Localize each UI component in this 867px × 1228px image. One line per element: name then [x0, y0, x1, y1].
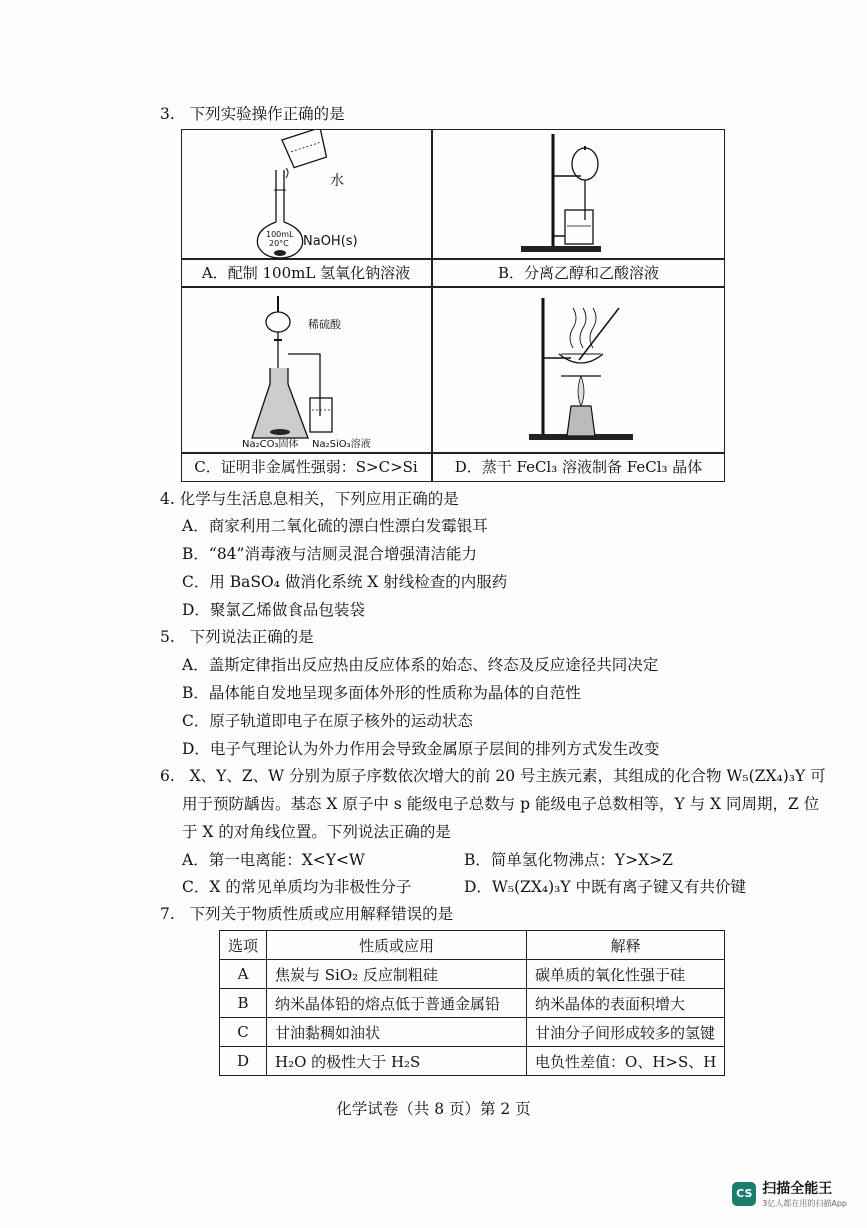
grid-divider-a-caption	[182, 258, 724, 260]
q4-option-a: A．商家利用二氧化硫的漂白性漂白发霉银耳	[182, 517, 488, 535]
table-row	[220, 1018, 725, 1047]
q4-stem-text: 化学与生活息息相关，下列应用正确的是	[179, 490, 459, 508]
table-cell: 甘油黏稠如油状	[267, 1018, 527, 1047]
label-flask-temp: 20°C	[269, 239, 289, 248]
table-header-property: 性质或应用	[267, 931, 527, 960]
q6-stem-line-3: 于 X 的对角线位置。下列说法正确的是	[182, 823, 451, 841]
q3-stem	[160, 104, 345, 124]
scanner-watermark	[732, 1178, 847, 1209]
watermark-text	[762, 1178, 847, 1209]
q7-number: 7.	[160, 905, 175, 923]
table-header-row	[220, 931, 725, 960]
cell-b-figure	[433, 130, 724, 258]
page-footer: 化学试卷（共 8 页）第 2 页	[336, 1100, 531, 1118]
q4-option-d: D．聚氯乙烯做食品包装袋	[182, 601, 365, 619]
q5-number: 5.	[160, 628, 175, 646]
q5-option-a: A．盖斯定律指出反应热由反应体系的始态、终态及反应途径共同决定	[182, 656, 659, 674]
table-row	[220, 989, 725, 1018]
q6-option-a: A．第一电离能：X<Y<W	[182, 851, 365, 869]
label-na2co3-solid: Na₂CO₃固体	[242, 439, 299, 450]
q5-option-b: B．晶体能自发地呈现多面体外形的性质称为晶体的自范性	[182, 684, 581, 702]
cell-d-figure	[433, 288, 724, 452]
table-cell: A	[220, 960, 267, 989]
q7-stem-text: 下列关于物质性质或应用解释错误的是	[189, 905, 454, 923]
cell-a-caption: A．配制 100mL 氢氧化钠溶液	[201, 264, 411, 282]
q5-option-d: D．电子气理论认为外力作用会导致金属原子层间的排列方式发生改变	[182, 740, 660, 758]
table-cell: D	[220, 1047, 267, 1076]
label-na2sio3-solution: Na₂SiO₃溶液	[312, 439, 371, 450]
table-header-explanation: 解释	[527, 931, 725, 960]
label-flask-volume: 100mL	[266, 230, 294, 239]
q6-stem-line-2: 用于预防龋齿。基态 X 原子中 s 能级电子总数与 p 能级电子总数相等，Y 与 X 同周期，Z 位	[182, 795, 820, 813]
table-cell: 电负性差值：O、H>S、H	[527, 1047, 725, 1076]
q4-option-b: B．“84”消毒液与洁厕灵混合增强清洁能力	[182, 545, 477, 563]
table-cell: 碳单质的氧化性强于硅	[527, 960, 725, 989]
separatory-funnel-figure	[433, 130, 724, 258]
cell-c-caption: C．证明非金属性强弱：S>C>Si	[194, 458, 418, 476]
table-cell: 纳米晶体的表面积增大	[527, 989, 725, 1018]
q6-stem-text-1: X、Y、Z、W 分别为原子序数依次增大的前 20 号主族元素，其组成的化合物 W₅(ZX₄)₃Y 可	[189, 767, 826, 785]
table-cell: B	[220, 989, 267, 1018]
grid-divider-c-caption	[182, 452, 724, 454]
q4-number: 4.	[160, 490, 175, 508]
evaporating-dish-figure	[433, 288, 724, 452]
cell-c-figure	[182, 288, 431, 452]
q4-option-c: C．用 BaSO₄ 做消化系统 X 射线检查的内服药	[182, 573, 508, 591]
q6-option-b: B．简单氢化物沸点：Y>X>Z	[464, 851, 673, 869]
cell-d-caption: D．蒸干 FeCl₃ 溶液制备 FeCl₃ 晶体	[454, 458, 703, 476]
label-dilute-sulfuric-acid: 稀硫酸	[308, 318, 341, 331]
label-naoh: NaOH(s)	[303, 234, 358, 249]
table-cell: 焦炭与 SiO₂ 反应制粗硅	[267, 960, 527, 989]
q7-stem	[160, 904, 453, 924]
table-cell: 纳米晶体铅的熔点低于普通金属铅	[267, 989, 527, 1018]
property-table	[219, 930, 725, 1076]
q5-stem-text: 下列说法正确的是	[189, 628, 314, 646]
q6-option-d: D．W₅(ZX₄)₃Y 中既有离子键又有共价键	[464, 878, 747, 896]
q4-stem	[160, 489, 459, 509]
watermark-subtitle: 3亿人都在用的扫描App	[762, 1199, 847, 1208]
table-row	[220, 1047, 725, 1076]
experiment-grid	[181, 129, 725, 482]
table-cell: 甘油分子间形成较多的氢键	[527, 1018, 725, 1047]
acid-strength-apparatus-figure	[182, 288, 431, 452]
q3-stem-text: 下列实验操作正确的是	[189, 105, 345, 123]
cell-a-figure	[182, 130, 431, 258]
table-cell: H₂O 的极性大于 H₂S	[267, 1047, 527, 1076]
cell-b-caption: B．分离乙醇和乙酸溶液	[497, 264, 660, 282]
label-water: 水	[330, 173, 344, 189]
table-cell: C	[220, 1018, 267, 1047]
table-row	[220, 960, 725, 989]
q5-option-c: C．原子轨道即电子在原子核外的运动状态	[182, 712, 473, 730]
q6-option-c: C．X 的常见单质均为非极性分子	[182, 878, 412, 896]
q5-stem	[160, 627, 314, 647]
table-header-option: 选项	[220, 931, 267, 960]
camscanner-logo-icon: CS	[732, 1182, 756, 1206]
q6-number: 6.	[160, 767, 175, 785]
q6-stem-line-1	[160, 766, 826, 786]
watermark-title: 扫描全能王	[762, 1181, 833, 1197]
q3-number: 3.	[160, 105, 175, 123]
